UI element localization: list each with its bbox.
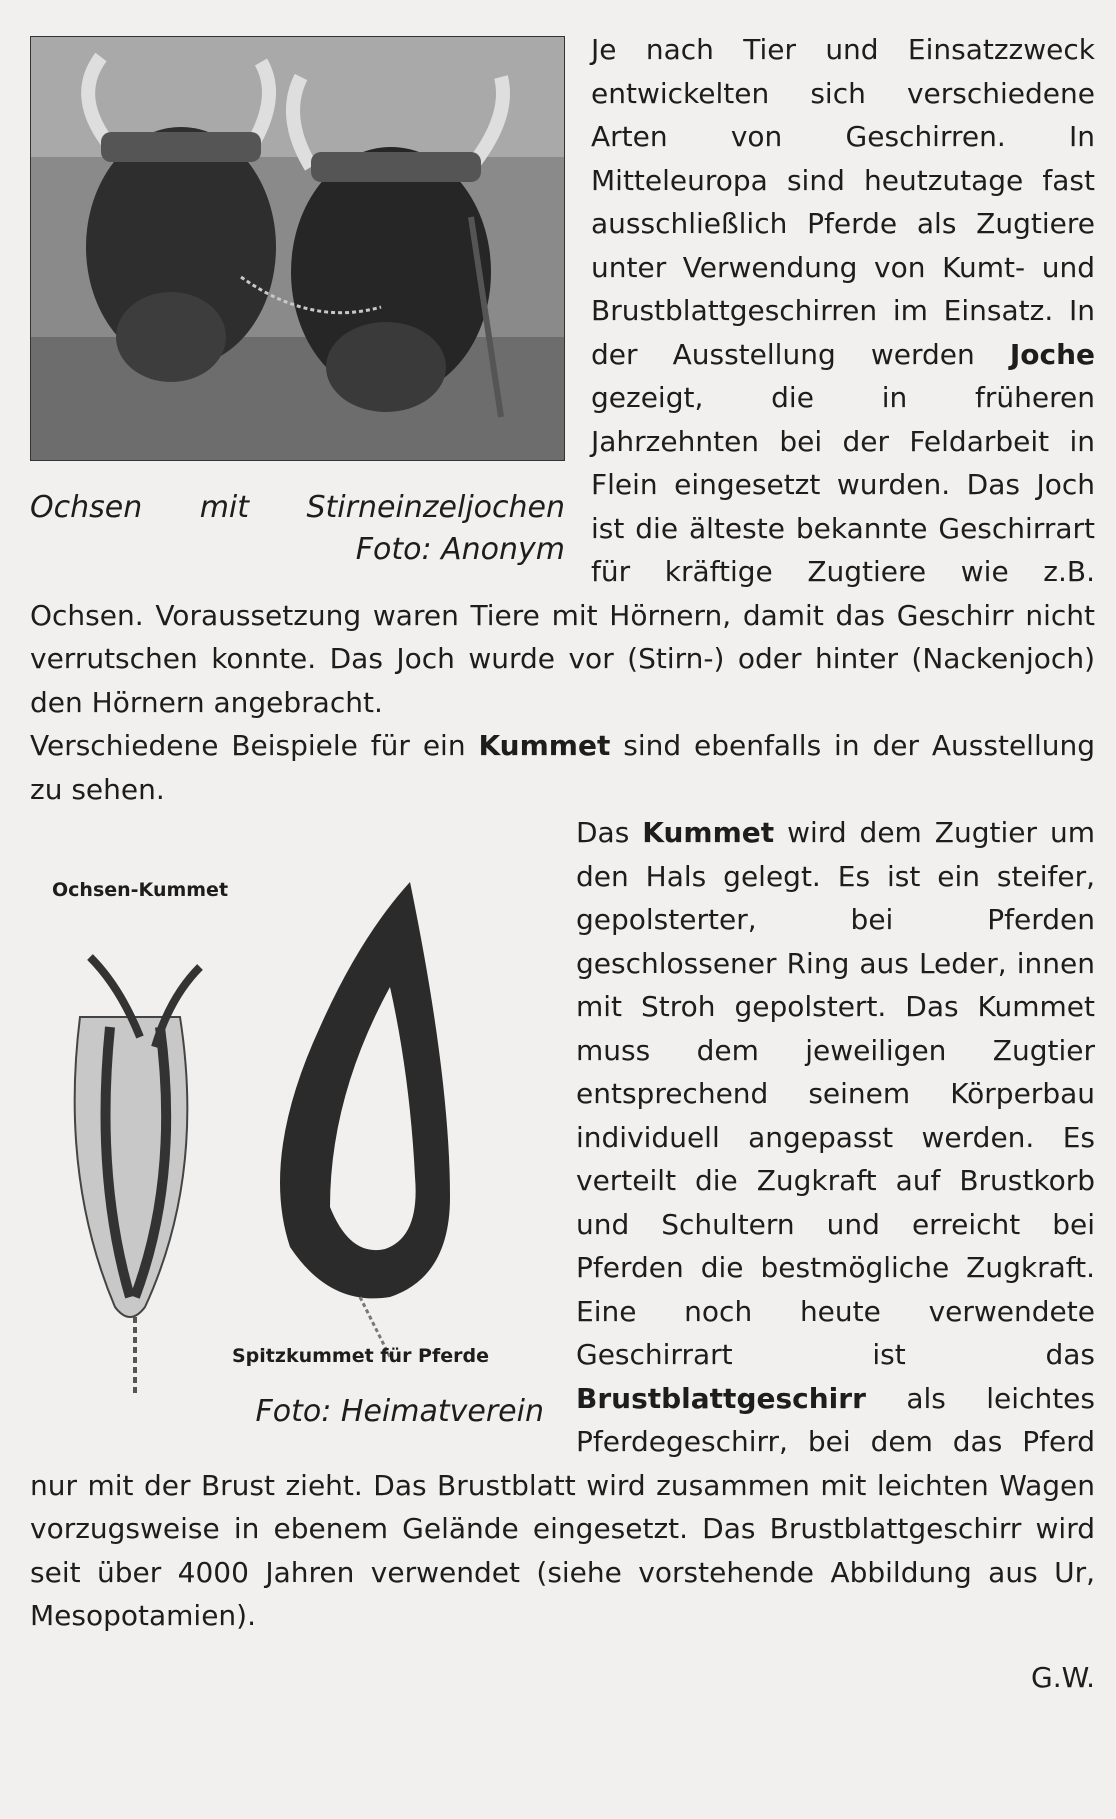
oxen-photo-caption (30, 487, 565, 571)
keyword-kummet: Kummet (478, 729, 611, 762)
text-segment: wird dem Zugtier um den Hals gelegt. Es ist ein steifer, gepolsterter, bei Pferden geschlossener Ring aus Leder, innen mit Stroh gepolstert. Das Kummet muss dem jeweiligen Zugtier entsprechend seinem Körperbau individuell angepasst werden. Es verteilt die Zugkraft auf Brustkorb und Schultern und erreicht bei Pferden die bestmögliche Zugkraft. Eine noch heute verwendete Geschirrart ist das (576, 816, 1095, 1371)
keyword-kummet: Kummet (642, 816, 775, 849)
keyword-joche: Joche (1009, 337, 1095, 371)
caption-title: Ochsen mit Stirneinzeljochen (30, 490, 565, 525)
oxen-photo-figure (30, 36, 565, 571)
author-signature: G.W. (1031, 1660, 1095, 1694)
text-segment: als leichtes Pferdegeschirr, bei dem das Pferd nur mit der Brust zieht. Das Brustblatt wird zusammen mit leichten Wagen vorzugsweise in ebenem Gelände eingesetzt. Das Brustblattgeschirr wird seit über 4000 Jahren verwendet (siehe vorstehende Abbildung aus Ur, Mesopotamien). (30, 1381, 1095, 1632)
text-segment: Je nach Tier und Einsatzzweck entwickelten sich verschiedene Arten von Geschirren. In Mitteleuropa sind heutzutage fast ausschließlich Pferde als Zugtiere unter Verwendung von Kumt- und Brustblattgeschirren im Einsatz. In der Ausstellung werden (591, 33, 1095, 371)
text-segment: gezeigt, die in früheren Jahrzehnten bei der Feldarbeit in Flein eingesetzt wurden. Das Joch ist die älteste bekannte Geschirrart für kräftige Zugtiere wie z.B. Ochsen. Voraussetzung waren Tiere mit Hörnern, damit das Geschirr nicht verrutschen konnte. Das Joch wurde vor (Stirn-) oder hinter (Nackenjoch) den Hörnern angebracht. (30, 381, 1095, 719)
kummet-photo-caption: Foto: Heimatverein (255, 1393, 544, 1429)
oxen-photo (30, 36, 565, 461)
label-ochsen-kummet: Ochsen-Kummet (52, 879, 229, 901)
article (30, 28, 1095, 1699)
keyword-brustblattgeschirr: Brustblattgeschirr (576, 1381, 866, 1415)
caption-credit: Foto: Anonym (355, 532, 565, 567)
label-spitzkummet: Spitzkummet für Pferde (232, 1345, 489, 1367)
text-segment: Verschiedene Beispiele für ein (30, 729, 479, 762)
kummet-photo-figure (30, 817, 550, 1439)
text-segment: sind ebenfalls in der Ausstellung zu sehen. (30, 729, 1095, 806)
paragraph-kummet-intro (30, 724, 1095, 811)
oxen-yoke-illustration (31, 37, 564, 460)
text-segment: Das (576, 816, 643, 849)
